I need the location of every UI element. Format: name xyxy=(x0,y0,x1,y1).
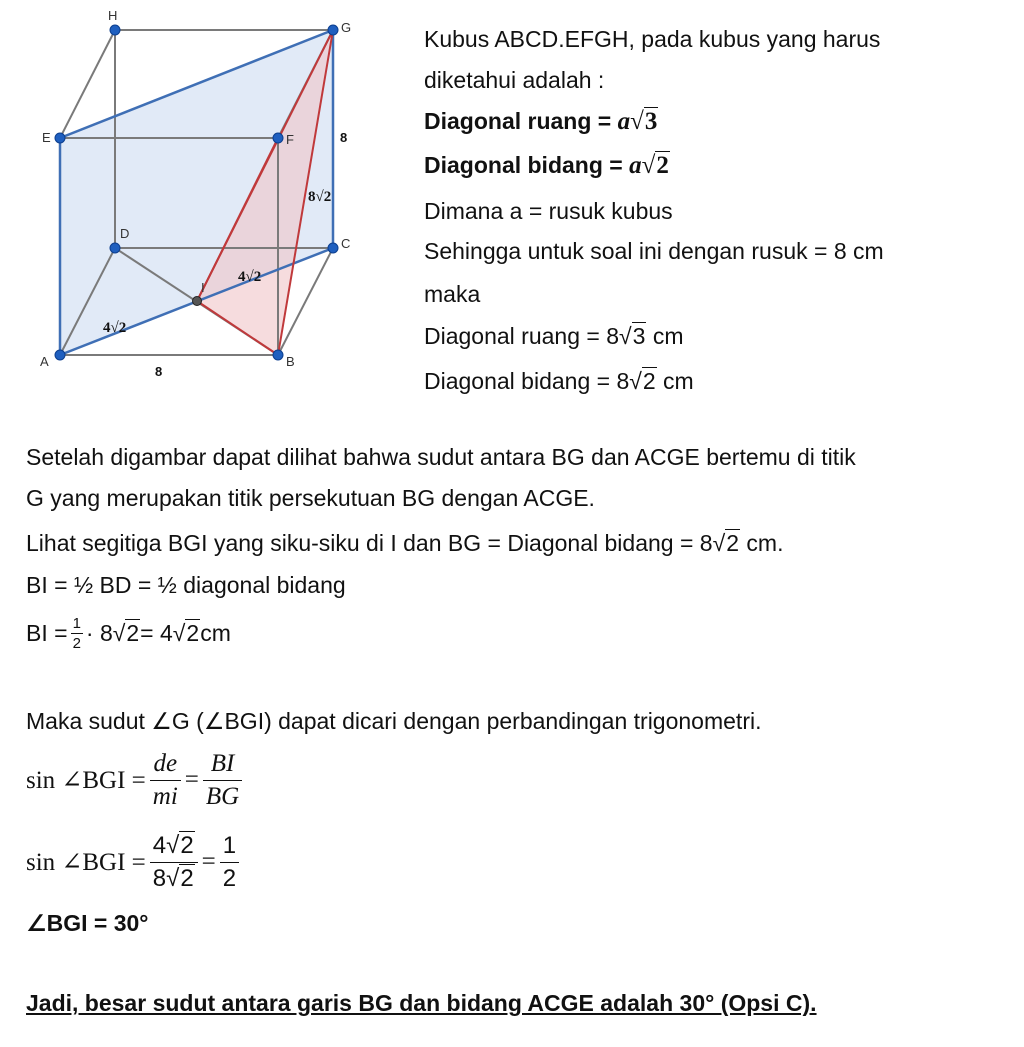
result-angle: ∠BGI = 30° xyxy=(26,910,149,936)
label-ib: 4√2 xyxy=(238,269,262,285)
space-diagonal-value: Diagonal ruang = 8√3 cm xyxy=(424,323,684,349)
label-f: F xyxy=(286,132,294,147)
label-ab: 8 xyxy=(155,364,163,379)
label-b: B xyxy=(286,354,295,369)
then-line: maka xyxy=(424,281,481,307)
intro-line2: diketahui adalah : xyxy=(424,67,605,93)
paragraph-1b: G yang merupakan titik persekutuan BG dengan ACGE. xyxy=(26,485,595,511)
label-h: H xyxy=(108,8,118,23)
where-line: Dimana a = rusuk kubus xyxy=(424,198,673,224)
paragraph-5: Maka sudut ∠G (∠BGI) dapat dicari dengan perbandingan trigonometri. xyxy=(26,708,762,734)
conclusion: Jadi, besar sudut antara garis BG dan bidang ACGE adalah 30° (Opsi C). xyxy=(26,990,817,1016)
label-fb: 8√2 xyxy=(308,189,332,205)
label-d: D xyxy=(120,226,130,241)
paragraph-3: BI = ½ BD = ½ diagonal bidang xyxy=(26,572,346,598)
fraction-bi-bg: $\frac{BI}{BG}$ xyxy=(203,750,242,811)
equation-2: sin ∠BGI = $\frac{4√2}{8√2}$ = $\frac{1}{2}$ xyxy=(26,824,243,900)
fraction-half: $\frac{1}{2}$ xyxy=(72,614,81,652)
fraction-de-mi: $\frac{de}{mi}$ xyxy=(150,750,181,811)
label-e: E xyxy=(42,130,51,145)
label-cg: 8 xyxy=(340,130,348,145)
label-c: C xyxy=(341,236,351,251)
fraction-one-half: $\frac{1}{2}$ xyxy=(220,832,239,893)
cube-diagram xyxy=(0,0,400,400)
label-g: G xyxy=(341,20,352,35)
equation-1: sin ∠BGI = $\frac{de}{mi}$ = $\frac{BI}{BG}$ xyxy=(26,744,246,816)
paragraph-4: BI = $\frac{1}{2}$ · 8 √ 2 = 4 √ 2 cm xyxy=(26,614,231,652)
formula-space-diagonal: Diagonal ruang = a√3 xyxy=(424,108,658,135)
paragraph-1a: Setelah digambar dapat dilihat bahwa sudut antara BG dan ACGE bertemu di titik xyxy=(26,444,856,470)
fraction-4r2-8r2: $\frac{4√2}{8√2}$ xyxy=(150,832,198,893)
face-diagonal-value: Diagonal bidang = 8√2 cm xyxy=(424,368,694,394)
label-i: I xyxy=(201,280,205,295)
label-ai: 4√2 xyxy=(103,320,127,336)
formula-face-diagonal: Diagonal bidang = a√2 xyxy=(424,152,669,179)
so-line: Sehingga untuk soal ini dengan rusuk = 8 cm xyxy=(424,238,884,264)
intro-line1: Kubus ABCD.EFGH, pada kubus yang harus xyxy=(424,26,881,52)
label-a: A xyxy=(40,354,49,369)
paragraph-2: Lihat segitiga BGI yang siku-siku di I dan BG = Diagonal bidang = 8√2 cm. xyxy=(26,530,784,556)
